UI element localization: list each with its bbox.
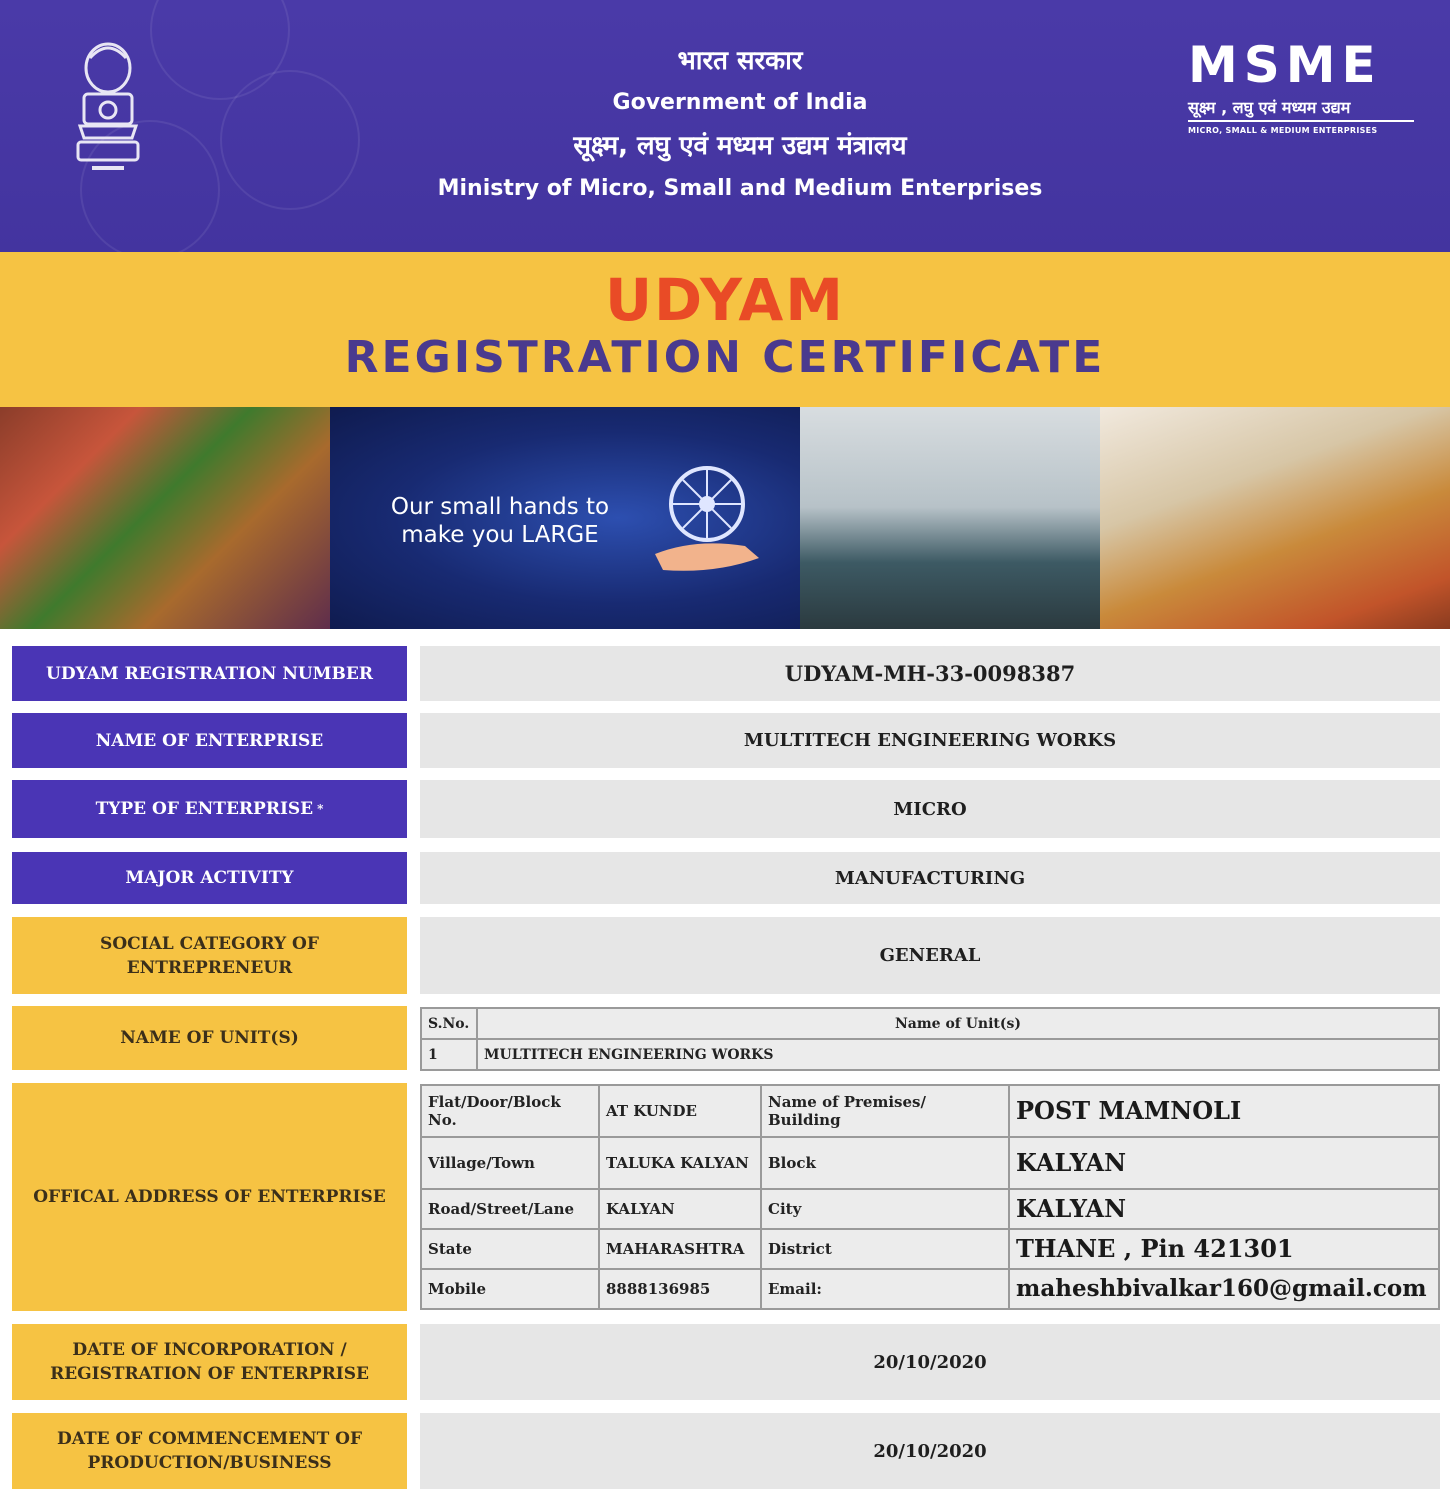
footnote-marker: * [317,802,324,816]
header-title-block [330,40,1150,210]
address-district-label: District [761,1229,1009,1269]
address-state-value: MAHARASHTRA [599,1229,761,1269]
certificate-subtitle: REGISTRATION CERTIFICATE [344,332,1106,383]
chakra-wheel-icon [655,462,765,582]
enterprise-name-value: MULTITECH ENGINEERING WORKS [420,713,1440,768]
address-flat-value: AT KUNDE [599,1085,761,1137]
certificate-header [0,0,1450,252]
banner-tagline-line1: Our small hands to [390,494,610,520]
promo-banner [0,407,1450,629]
address-state-label: State [421,1229,599,1269]
certificate-title: UDYAM [604,266,846,334]
units-sno-header: S.No. [421,1008,477,1039]
major-activity-label: MAJOR ACTIVITY [12,852,407,904]
incorporation-date-value: 20/10/2020 [420,1324,1440,1400]
units-name-cell: MULTITECH ENGINEERING WORKS [477,1039,1439,1070]
address-road-value: KALYAN [599,1189,761,1229]
units-table-header [421,1008,1439,1039]
address-village-value: TALUKA KALYAN [599,1137,761,1189]
table-row [421,1229,1439,1269]
banner-photo-office [800,407,1110,629]
msme-logo [1188,38,1414,135]
ministry-title: Ministry of Micro, Small and Medium Enterprises [437,176,1043,201]
msme-english-tagline: MICRO, SMALL & MEDIUM ENTERPRISES [1188,126,1378,135]
social-category-value: GENERAL [420,917,1440,994]
banner-photo-agriculture [1100,407,1450,629]
hindi-ministry-title: सूक्ष्म, लघु एवं मध्यम उद्यम मंत्रालय [573,131,907,161]
banner-tagline-line2: make you LARGE [401,522,599,548]
reg-number-value: UDYAM-MH-33-0098387 [420,646,1440,701]
enterprise-type-label [12,780,407,838]
address-email-value: maheshbivalkar160@gmail.com [1009,1269,1439,1309]
major-activity-value: MANUFACTURING [420,852,1440,904]
units-sno-cell: 1 [421,1039,477,1070]
address-flat-label: Flat/Door/Block No. [421,1085,599,1137]
address-block-label: Block [761,1137,1009,1189]
address-city-value: KALYAN [1009,1189,1439,1229]
banner-tagline [370,493,630,549]
address-district-value: THANE , Pin 421301 [1009,1229,1439,1269]
enterprise-type-label-text: TYPE OF ENTERPRISE [95,799,314,819]
commencement-date-value: 20/10/2020 [420,1413,1440,1489]
incorporation-date-label: DATE OF INCORPORATION / REGISTRATION OF ENTERPRISE [12,1324,407,1400]
msme-hindi-tagline: सूक्ष्म , लघु एवं मध्यम उद्यम [1188,96,1414,122]
national-emblem-icon [62,38,154,180]
address-mobile-label: Mobile [421,1269,599,1309]
msme-wordmark: MSME [1188,36,1382,94]
address-mobile-value: 8888136985 [599,1269,761,1309]
address-premises-label: Name of Premises/ Building [761,1085,1009,1137]
table-row [421,1189,1439,1229]
address-email-label: Email: [761,1269,1009,1309]
address-table [420,1084,1440,1310]
hindi-government-title: भारत सरकार [677,46,803,76]
address-city-label: City [761,1189,1009,1229]
address-road-label: Road/Street/Lane [421,1189,599,1229]
address-label: OFFICAL ADDRESS OF ENTERPRISE [12,1083,407,1311]
address-block-value: KALYAN [1009,1137,1439,1189]
units-label: NAME OF UNIT(S) [12,1006,407,1070]
table-row [421,1137,1439,1189]
social-category-label: SOCIAL CATEGORY OF ENTREPRENEUR [12,917,407,994]
banner-photo-artisan [0,407,340,629]
enterprise-name-label: NAME OF ENTERPRISE [12,713,407,768]
table-row [421,1269,1439,1309]
address-village-label: Village/Town [421,1137,599,1189]
units-table [420,1007,1440,1071]
enterprise-type-value: MICRO [420,780,1440,838]
units-name-header: Name of Unit(s) [477,1008,1439,1039]
reg-number-label: UDYAM REGISTRATION NUMBER [12,646,407,701]
address-premises-value: POST MAMNOLI [1009,1085,1439,1137]
table-row [421,1085,1439,1137]
government-title: Government of India [612,90,868,115]
table-row [421,1039,1439,1070]
commencement-date-label: DATE OF COMMENCEMENT OF PRODUCTION/BUSINESS [12,1413,407,1489]
